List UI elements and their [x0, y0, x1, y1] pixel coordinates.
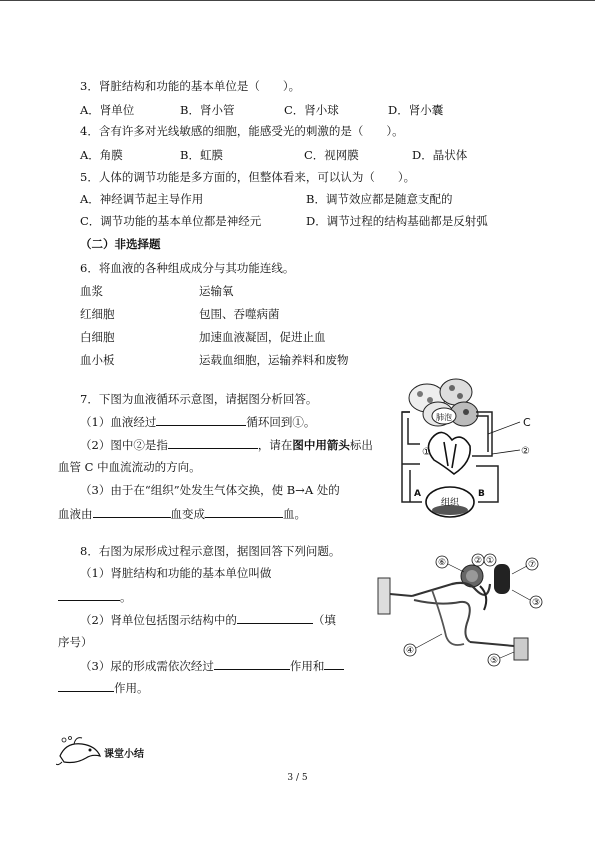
q6-right-item: 运输氧	[199, 284, 234, 298]
q5-option-b: B．调节效应都是随意支配的	[306, 192, 453, 206]
collecting-tube-illustration	[494, 564, 510, 594]
label-a: A	[414, 489, 421, 499]
q3-option-c: C．肾小球	[284, 103, 339, 117]
q7-part2-line2: 血管 C 中血流流动的方向。	[58, 460, 201, 474]
header-rule	[0, 0, 595, 1]
q4-option-c: C．视网膜	[304, 148, 359, 162]
label-7: ⑦	[528, 560, 537, 570]
q7-stem: 7．下图为血液循环示意图，请据图分析回答。	[80, 392, 318, 406]
blood-circulation-diagram	[380, 370, 555, 520]
dolphin-mascot-icon	[56, 734, 104, 768]
q5-option-c: C．调节功能的基本单位都是神经元	[80, 214, 262, 228]
q8-part1-answer: 。	[58, 589, 132, 604]
q7-blank-1[interactable]	[156, 414, 246, 426]
q3-option-d: D．肾小囊	[388, 103, 444, 117]
q5-option-d: D．调节过程的结构基础都是反射弧	[306, 214, 488, 228]
q4-stem: 4．含有许多对光线敏感的细胞，能感受光的刺激的是（ ）。	[80, 124, 404, 138]
q6-left-item: 血小板	[80, 353, 115, 367]
q8-blank-2[interactable]	[237, 612, 313, 624]
summary-heading: 课堂小结	[104, 749, 144, 760]
label-2: ②	[521, 446, 530, 457]
q8-part3: （3）尿的形成需依次经过 作用和	[80, 658, 344, 673]
q7-part3-line1: （3）由于在“组织”处发生气体交换，使 B→A 处的	[80, 483, 340, 497]
q8-blank-4a[interactable]	[324, 658, 344, 670]
page-number: 3 / 5	[287, 773, 308, 783]
q8-blank-1[interactable]	[58, 589, 120, 601]
q6-stem: 6．将血液的各种组成成分与其功能连线。	[80, 261, 295, 275]
q8-part2-line2: 序号）	[58, 635, 93, 649]
q6-left-item: 白细胞	[80, 330, 115, 344]
heart-illustration	[428, 432, 470, 474]
q3-stem: 3．肾脏结构和功能的基本单位是（ ）。	[80, 79, 301, 93]
q6-right-item: 包围、吞噬病菌	[199, 307, 280, 321]
q5-stem: 5．人体的调节功能是多方面的，但整体看来，可以认为（ ）。	[80, 170, 416, 184]
label-b: B	[478, 489, 485, 499]
q7-blank-4[interactable]	[205, 506, 283, 518]
q8-part1: （1）肾脏结构和功能的基本单位叫做	[80, 566, 272, 580]
label-1: ①	[486, 556, 495, 566]
label-4: ④	[406, 646, 415, 656]
q6-right-item: 运载血细胞，运输养料和废物	[199, 353, 349, 367]
label-c: C	[523, 416, 531, 429]
tissue-label: 组织	[440, 498, 460, 508]
q4-option-b: B．虹膜	[180, 148, 223, 162]
q8-blank-4b[interactable]	[58, 680, 114, 692]
q3-option-b: B．肾小管	[180, 103, 235, 117]
label-2: ②	[474, 556, 483, 566]
q7-part1: （1）血液经过 循环回到①。	[80, 415, 316, 429]
label-3: ③	[532, 598, 541, 608]
q5-option-a: A．神经调节起主导作用	[80, 192, 204, 206]
q7-part3-line2: 血液由 血变成 血。	[58, 507, 306, 521]
label-1: ①	[422, 447, 431, 458]
q7-blank-2[interactable]	[168, 437, 258, 449]
label-5: ⑤	[490, 656, 499, 666]
q7-blank-3[interactable]	[93, 506, 171, 518]
q4-option-d: D．晶状体	[412, 148, 468, 162]
q8-part3-line2: 作用。	[58, 680, 149, 695]
q3-option-a: A．肾单位	[80, 103, 135, 117]
q6-right-item: 加速血液凝固，促进止血	[199, 330, 326, 344]
q8-part2: （2）肾单位包括图示结构中的 （填	[80, 613, 336, 627]
urine-formation-diagram	[372, 550, 552, 670]
label-6: ⑥	[438, 558, 447, 568]
q8-blank-3[interactable]	[214, 658, 290, 670]
q8-stem: 8．右图为尿形成过程示意图，据图回答下列问题。	[80, 544, 341, 558]
lung-label: 肺泡	[436, 413, 452, 422]
section-heading: （二）非选择题	[80, 237, 161, 251]
q7-part2: （2）图中②是指 ，请在图中用箭头标出	[80, 438, 373, 452]
q4-option-a: A．角膜	[80, 148, 123, 162]
q6-left-item: 红细胞	[80, 307, 115, 321]
q6-left-item: 血浆	[80, 284, 103, 298]
